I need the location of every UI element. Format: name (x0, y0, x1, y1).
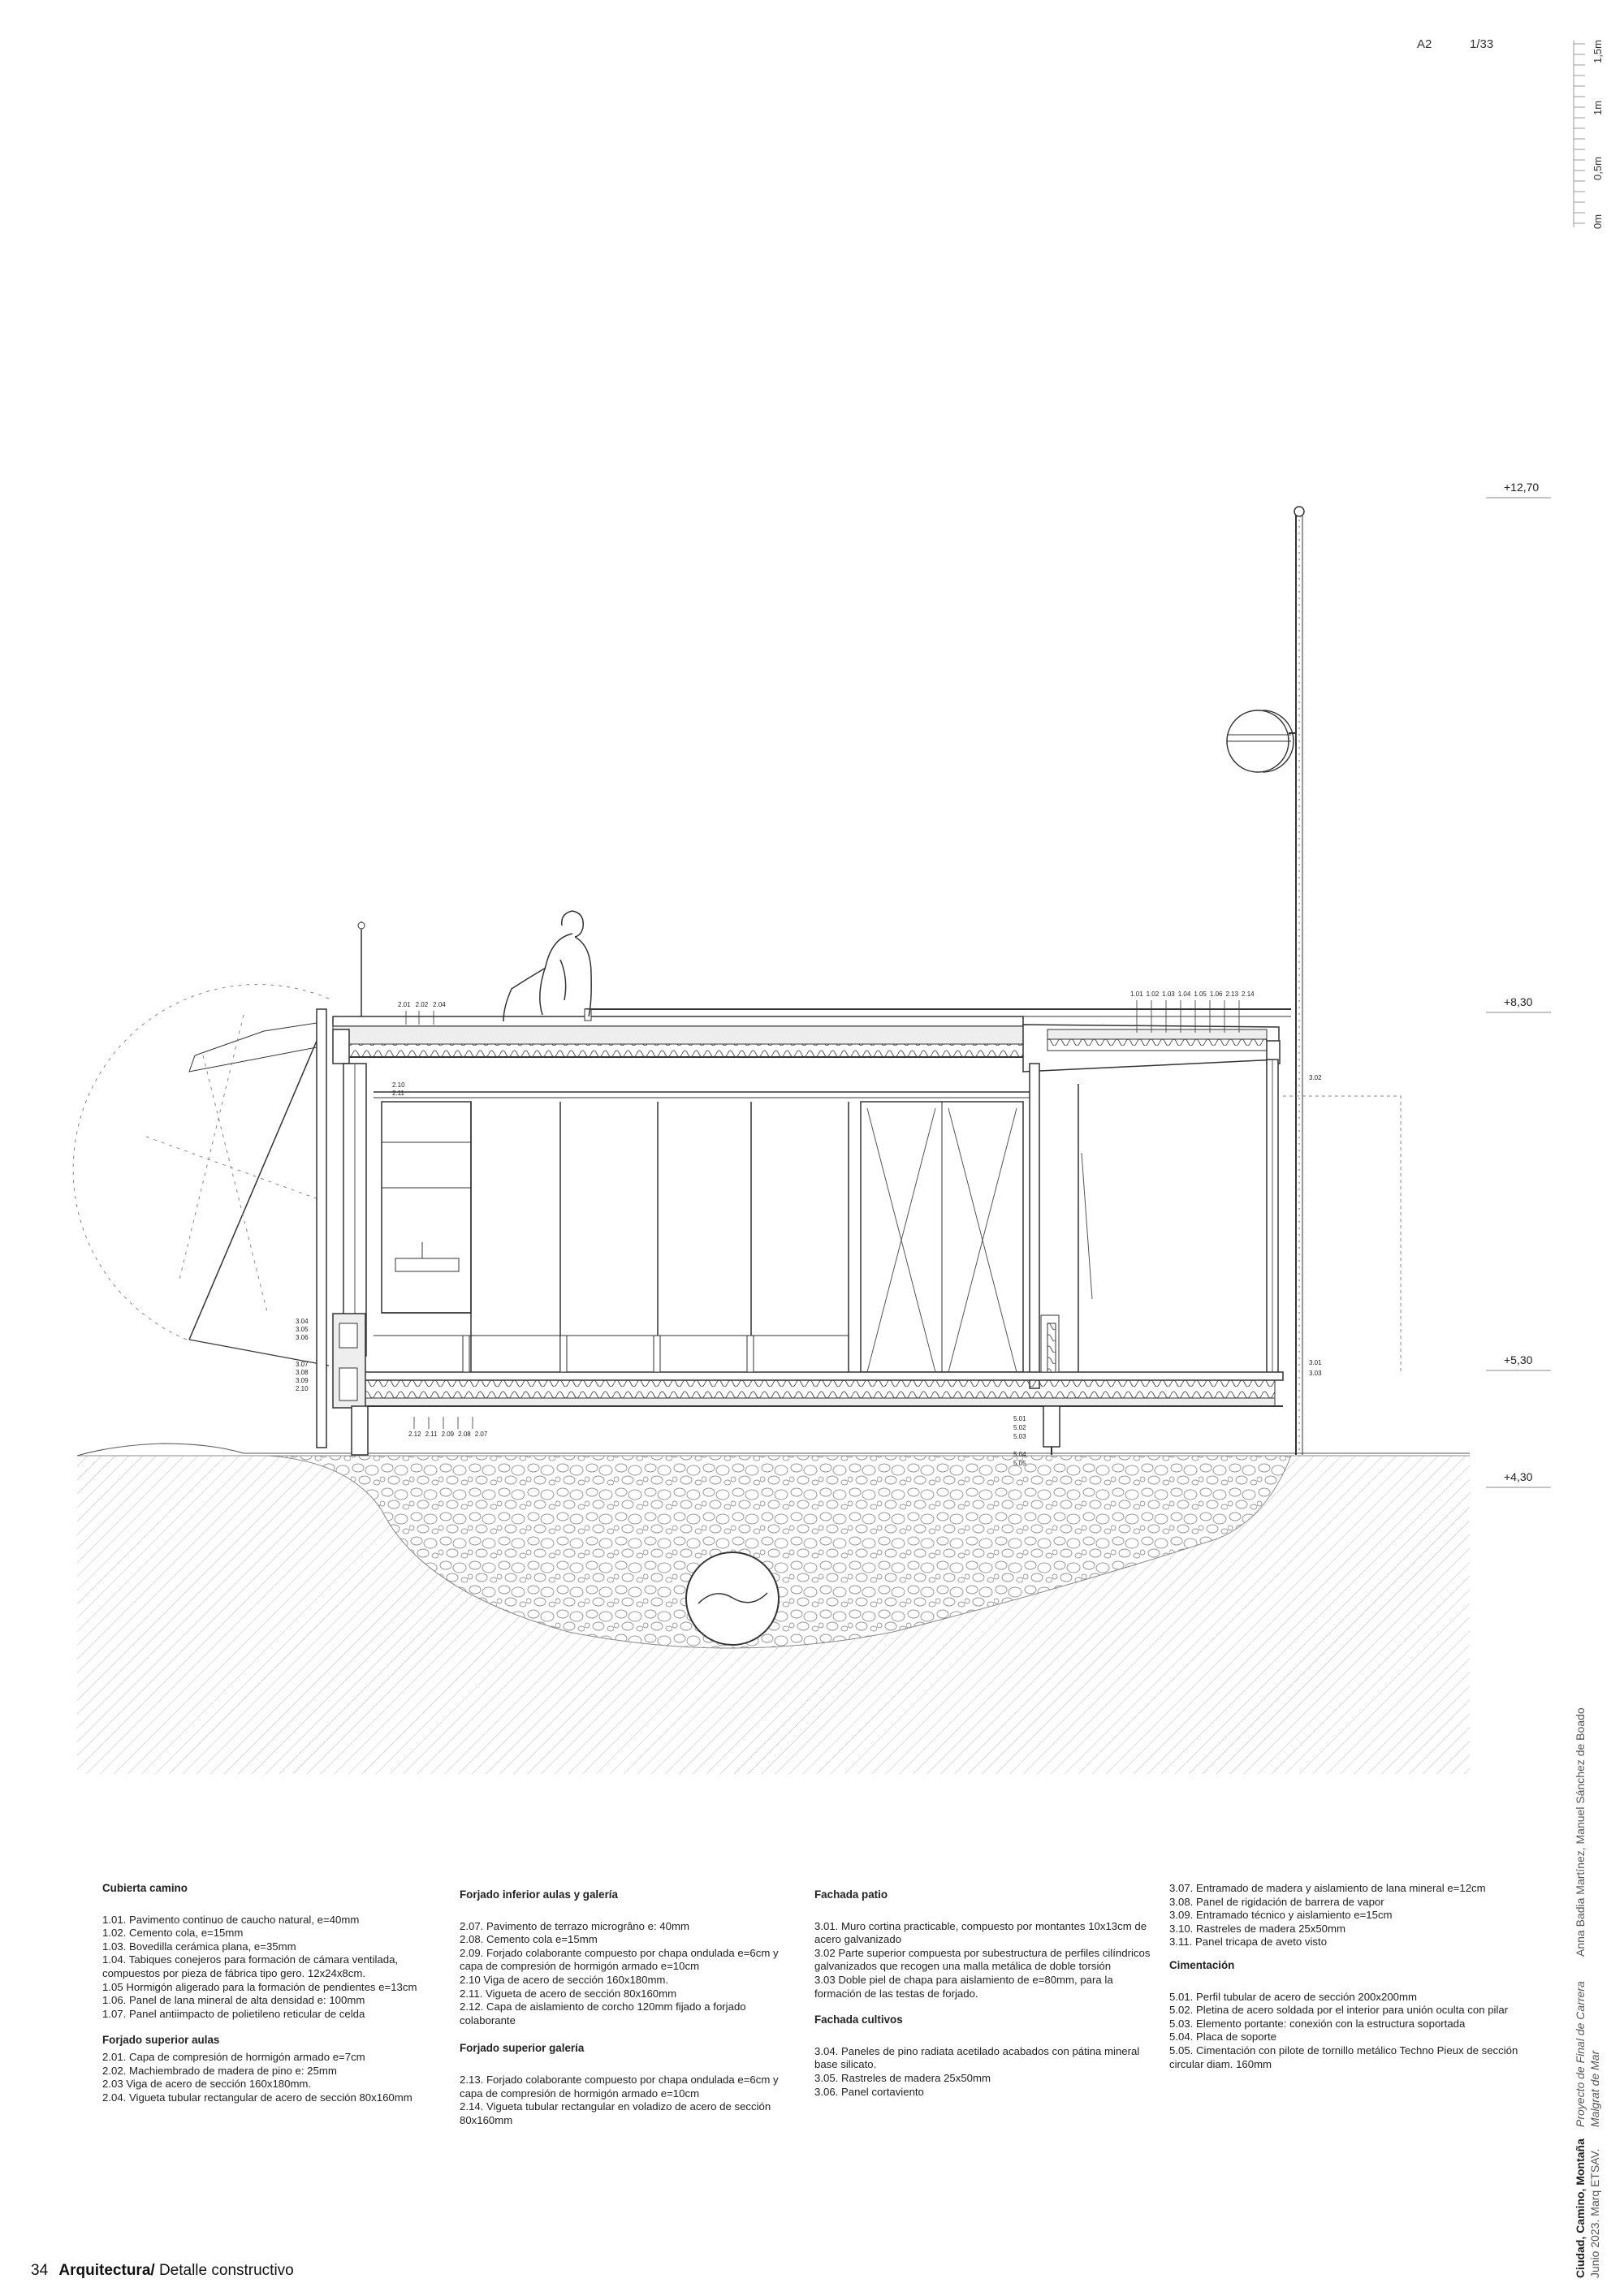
callout: 3.09 (296, 1377, 309, 1384)
legend-title: Forjado inferior aulas y galería (460, 1888, 618, 1901)
legend-item: 2.08. Cemento cola e=15mm (460, 1933, 598, 1946)
side-project-title: Ciudad, Camino, Montaña (1574, 2138, 1587, 2278)
callout: 3.03 (1309, 1370, 1322, 1377)
legend-title: Cubierta camino (102, 1882, 188, 1894)
legend-item: 2.02. Machiembrado de madera de pino e: 25mm (102, 2064, 337, 2077)
callout: 2.12 (408, 1431, 421, 1438)
callout: 1.02 (1146, 990, 1160, 998)
sheet-scale: 1/33 (1470, 37, 1494, 51)
callouts-left-mid (296, 1318, 309, 1342)
legend-title: Fachada cultivos (814, 2013, 903, 2026)
level-530: +5,30 (1504, 1353, 1533, 1366)
legend-section (102, 1882, 451, 2021)
legend-item: 3.10. Rastreles de madera 25x50mm (1169, 1922, 1345, 1935)
legend-item: 2.13. Forjado colaborante compuesto por chapa ondulada e=6cm y capa de compresión de hormigón armado e=10cm (460, 2073, 779, 2100)
side-authors: Anna Badia Martínez, Manuel Sánchez de Boado (1574, 1707, 1587, 1957)
legend-item: 3.05. Rastreles de madera 25x50mm (814, 2071, 991, 2084)
level-830: +8,30 (1504, 995, 1533, 1008)
scale-label-05: 0,5m (1592, 157, 1604, 180)
legend-item: 2.12. Capa de aislamiento de corcho 120mm fijado a forjado colaborante (460, 2000, 746, 2026)
legend-item: 5.01. Perfil tubular de acero de sección 200x200mm (1169, 1990, 1417, 2003)
side-project-type: Proyecto de Final de Carrera (1574, 1981, 1587, 2127)
callouts-right-bottom (1309, 1357, 1322, 1379)
callout: 2.11 (425, 1431, 438, 1438)
legend-item: 5.03. Elemento portante: conexión con la estructura soportada (1169, 2017, 1466, 2030)
seated-figure (503, 911, 591, 1021)
scale-label-0: 0m (1592, 214, 1604, 229)
legend-col-2 (460, 1888, 801, 2145)
legend-section (814, 1888, 1155, 2000)
callout: 5.05 (1013, 1460, 1026, 1467)
drain-pipe (686, 1552, 779, 1645)
level-430: +4,30 (1504, 1470, 1533, 1483)
callout: 5.04 (1013, 1451, 1026, 1458)
legend-col-3 (814, 1888, 1155, 2117)
legend-item: 5.02. Pletina de acero soldada por el interior para unión oculta con pilar (1169, 2004, 1509, 2017)
terrain-line (77, 1444, 1470, 1456)
callout: 2.13 (1225, 990, 1239, 998)
legend-item: 2.04. Vigueta tubular rectangular de acero de sección 80x160mm (102, 2091, 412, 2104)
level-lines (1486, 498, 1551, 1487)
legend-item: 2.10 Viga de acero de sección 160x180mm. (460, 1973, 669, 1986)
legend-section (460, 2042, 801, 2127)
scale-label-1: 1m (1592, 100, 1604, 115)
page-footer (31, 2262, 294, 2280)
callouts-left-upper (392, 1081, 405, 1098)
left-swing-arm (73, 985, 329, 1366)
callouts-foundation (1013, 1414, 1026, 1441)
callout: 3.04 (296, 1318, 309, 1325)
side-date-school: Junio 2023. Marq ETSAV. (1588, 2148, 1601, 2278)
legend-item: 1.06. Panel de lana mineral de alta densidad e: 100mm (102, 1994, 365, 2007)
callout: 3.05 (296, 1326, 309, 1333)
legend-section (102, 2034, 451, 2104)
roof (333, 1009, 1291, 1072)
legend-item: 2.07. Pavimento de terrazo microgrâno e: 40mm (460, 1919, 689, 1932)
legend-title: Fachada patio (814, 1888, 888, 1901)
callout-right-top: 3.02 (1309, 1074, 1322, 1081)
level-1270: +12,70 (1504, 481, 1540, 494)
legend-item: 5.04. Placa de soporte (1169, 2031, 1276, 2044)
mast (1294, 507, 1304, 1455)
callout: 2.14 (1242, 990, 1255, 998)
callout: 2.01 (398, 1001, 411, 1008)
footer-section: Arquitectura/ (58, 2262, 155, 2279)
sheet-size: A2 (1417, 37, 1432, 51)
legend-item: 1.07. Panel antiimpacto de polietileno reticular de celda (102, 2007, 365, 2020)
legend-item: 3.08. Panel de rigidación de barrera de vapor (1169, 1895, 1384, 1908)
callout: 1.05 (1194, 990, 1207, 998)
legend-item: 3.03 Doble piel de chapa para aislamiento de e=80mm, para la formación de las testas de forjado. (814, 1973, 1113, 2000)
legend-item: 3.09. Entramado técnico y aislamiento e=15cm (1169, 1909, 1393, 1922)
legend-item: 3.01. Muro cortina practicable, compuesto por montantes 10x13cm de acero galvanizado (814, 1919, 1147, 1946)
footer-subtitle: Detalle constructivo (154, 2262, 294, 2279)
callout: 5.01 (1013, 1415, 1026, 1422)
callout: 1.04 (1177, 990, 1191, 998)
callout: 2.10 (392, 1081, 405, 1089)
legend-col-1 (102, 1882, 451, 2122)
scale-label-15: 1,5m (1592, 40, 1604, 63)
callout: 2.10 (296, 1385, 309, 1392)
callout: 3.07 (296, 1361, 309, 1368)
legend-item: 3.06. Panel cortaviento (814, 2085, 924, 2098)
legend-item: 3.07. Entramado de madera y aislamiento de lana mineral e=12cm (1169, 1882, 1486, 1894)
callout: 1.03 (1162, 990, 1175, 998)
legend-item: 1.05 Hormigón aligerado para la formación de pendientes e=13cm (102, 1980, 417, 1993)
callout: 3.08 (296, 1369, 309, 1376)
legend-section (1169, 1882, 1518, 1949)
callouts-roof-right (1130, 990, 1255, 998)
legend-item: 1.01. Pavimento continuo de caucho natural, e=40mm (102, 1913, 360, 1926)
legend-col-4 (1169, 1882, 1518, 2089)
callout: 5.03 (1013, 1433, 1026, 1440)
callouts-bottom (408, 1431, 487, 1438)
callouts-roof-top (398, 1001, 446, 1008)
legend-item: 3.04. Paneles de pino radiata acetilado acabados con pátina mineral base silicato. (814, 2044, 1140, 2071)
callout: 1.01 (1130, 990, 1143, 998)
side-location: Malgrat de Mar (1588, 2050, 1601, 2127)
legend-section (814, 2013, 1155, 2099)
legend-section (1169, 1959, 1518, 2071)
legend-item: 1.02. Cemento cola, e=15mm (102, 1927, 244, 1940)
legend-item: 3.02 Parte superior compuesta por subestructura de perfiles cilíndricos galvanizados que recogen una malla metálica de doble torsión (814, 1946, 1151, 1973)
legend-item: 2.03 Viga de acero de sección 160x180mm. (102, 2078, 312, 2091)
legend-item: 2.14. Vigueta tubular rectangular en voladizo de acero de sección 80x160mm (460, 2100, 771, 2126)
callout: 5.02 (1013, 1424, 1026, 1431)
legend-section (460, 1888, 801, 2027)
legend-title: Cimentación (1169, 1958, 1235, 1971)
legend-item: 1.03. Bovedilla cerámica plana, e=35mm (102, 1940, 296, 1953)
legend-item: 1.04. Tabiques conejeros para formación de cámara ventilada, compuestos por pieza de fábrica tipo gero. 12x24x8cm. (102, 1953, 399, 1979)
legend-title: Forjado superior aulas (102, 2034, 220, 2047)
legend-item: 2.11. Vigueta de acero de sección 80x160mm (460, 1987, 677, 2000)
callout: 2.09 (441, 1431, 455, 1438)
callouts-left-lower (296, 1361, 309, 1393)
mast-sign (1227, 710, 1296, 772)
callout: 2.04 (433, 1001, 446, 1008)
legend-item: 5.05. Cimentación con pilote de tornillo metálico Techno Pieux de sección circular diam. 160mm (1169, 2044, 1518, 2070)
page-number: 34 (31, 2262, 49, 2279)
callout: 2.02 (415, 1001, 429, 1008)
legend-item: 2.09. Forjado colaborante compuesto por chapa ondulada e=6cm y capa de compresión de hormigón armado e=10cm (460, 1946, 779, 1973)
building-shell (333, 1060, 1401, 1455)
legend-title: Forjado superior galería (460, 2042, 585, 2055)
callout: 2.07 (474, 1431, 488, 1438)
callout: 2.08 (458, 1431, 471, 1438)
callouts-foundation-low (1013, 1450, 1026, 1468)
callout: 1.06 (1209, 990, 1223, 998)
callout: 3.01 (1309, 1359, 1322, 1366)
legend-item: 3.11. Panel tricapa de aveto visto (1169, 1936, 1328, 1949)
legend-item: 2.01. Capa de compresión de hormigón armado e=7cm (102, 2050, 365, 2063)
callout: 2.11 (392, 1090, 404, 1097)
callout: 3.06 (296, 1334, 309, 1341)
